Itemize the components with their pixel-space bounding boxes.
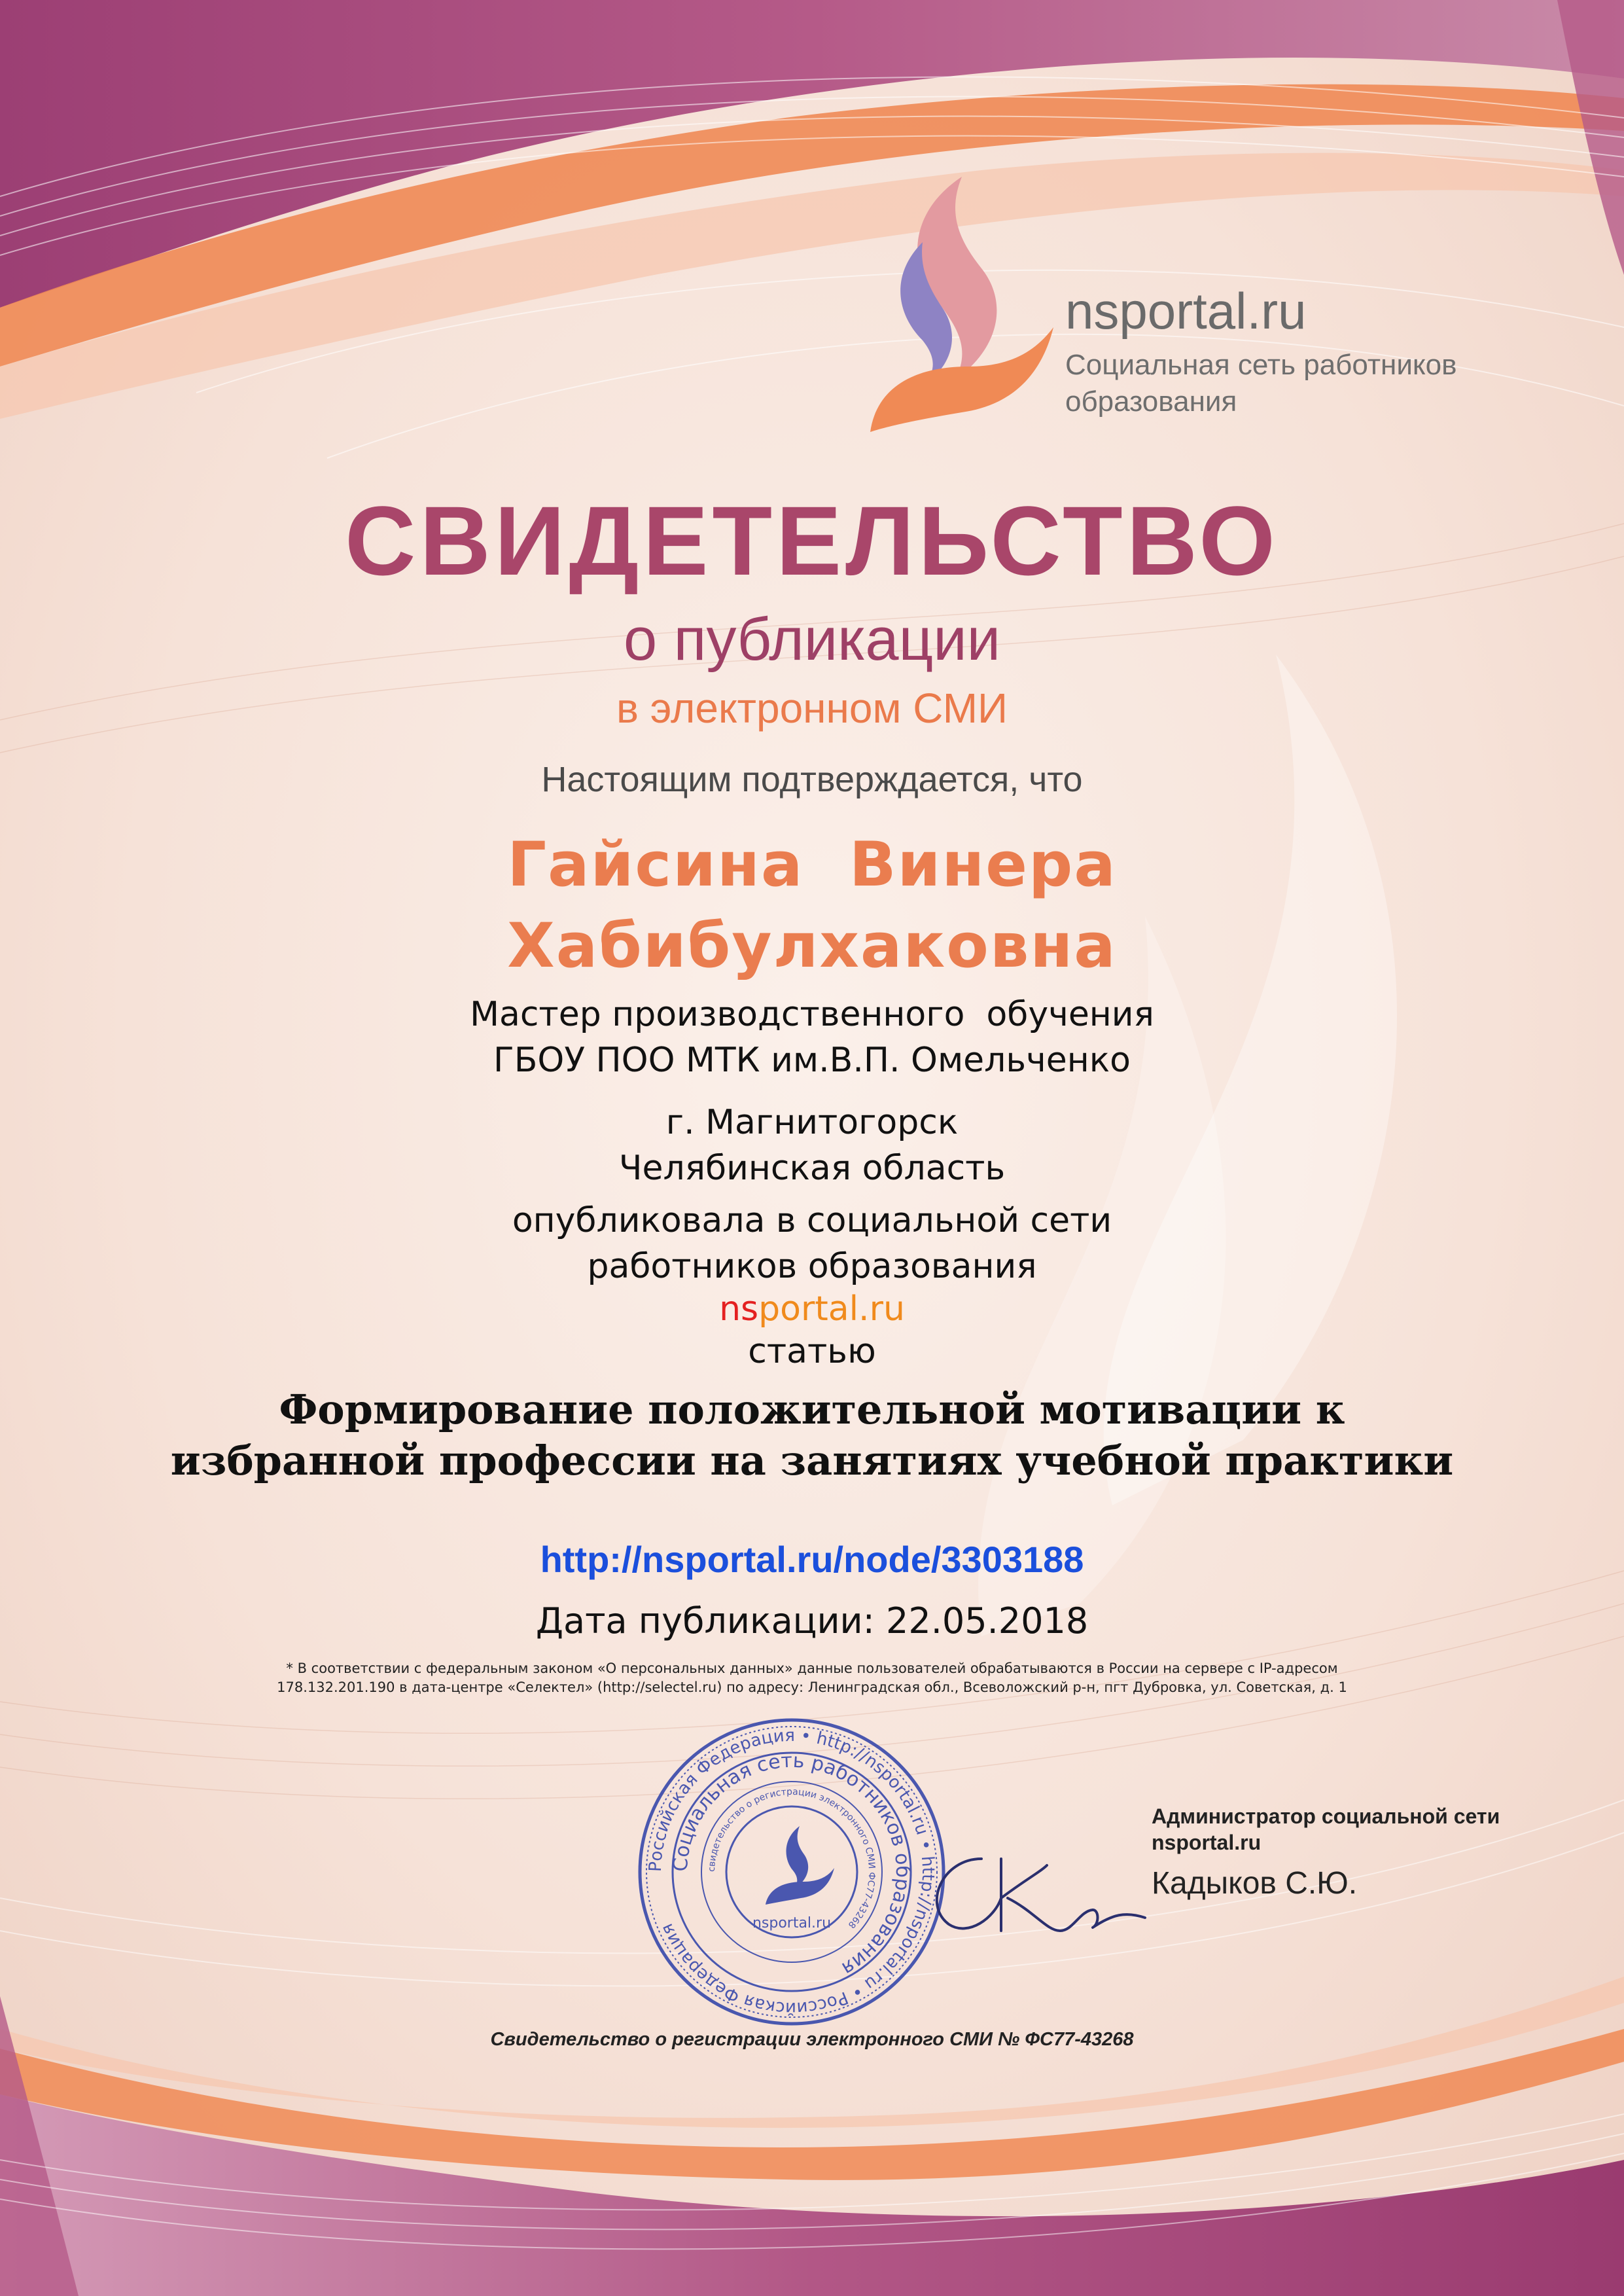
person-name [0, 825, 1624, 987]
article-link[interactable]: http://nsportal.ru/node/3303188 [540, 1539, 1084, 1580]
person-name-line1: Гайсина Винера [507, 829, 1117, 901]
article-word: статью [748, 1332, 876, 1371]
person-name-line2: Хабибулхаковна [507, 910, 1117, 982]
seal-registration-text: свидетельство о регистрации электронного СМИ ФС77-43268 [706, 1786, 877, 1931]
city-line1: г. Магнитогорск [665, 1103, 959, 1142]
position-line1: Мастер производственного обучения [470, 995, 1154, 1034]
seal-outer-text: Российская Федерация • http://nsportal.ru • http://nsportal.ru • Российская Федерация [645, 1725, 938, 2018]
certificate-title: СВИДЕТЕЛЬСТВО [345, 486, 1279, 596]
seal-center-label: nsportal.ru [752, 1915, 832, 1931]
admin-title: Администратор социальной сети nsportal.ru [1152, 1804, 1500, 1854]
published-line1: опубликовала в социальной сети [512, 1201, 1112, 1240]
published-text [0, 1198, 1624, 1289]
site-name-ns: ns [719, 1289, 759, 1329]
admin-name: Кадыков С.Ю. [1152, 1866, 1358, 1901]
brand-name: nsportal.ru [1065, 282, 1307, 340]
person-position [0, 992, 1624, 1083]
city-line2: Челябинская область [618, 1149, 1006, 1188]
brand-subtitle: Социальная сеть работников образования [1065, 349, 1457, 418]
signature-icon [903, 1833, 1152, 1964]
certificate-subtitle-media: в электронном СМИ [616, 685, 1008, 732]
footnote: * В соответствии с федеральным законом «О персональных данных» данные пользователей обрабатываются в России на сервере с IP-адресом 178.132.201.190 в дата-центре «Селектел» (http://selectel.ru) по адресу: Ленинградская обл., Всеволожский р-н, пгт Дубровка, ул. Советская, д. 1 [277, 1660, 1347, 1695]
person-location [0, 1100, 1624, 1191]
seal-inner-text: Социальная сеть работников образования [669, 1749, 915, 1981]
publication-date: Дата публикации: 22.05.2018 [535, 1600, 1089, 1641]
position-line2: ГБОУ ПОО МТК им.В.П. Омельченко [493, 1041, 1131, 1080]
site-name-rest: portal.ru [758, 1289, 905, 1329]
certificate-subtitle: о публикации [623, 606, 1001, 673]
confirm-text: Настоящим подтверждается, что [541, 760, 1083, 799]
published-line2: работников образования [587, 1247, 1037, 1286]
registration-text: Свидетельство о регистрации электронного СМИ № ФС77-43268 [490, 2029, 1134, 2050]
article-title: Формирование положительной мотивации к избранной профессии на занятиях учебной практики [170, 1386, 1454, 1484]
site-name [0, 1286, 1624, 1332]
seal-stamp-icon [635, 1715, 949, 2029]
